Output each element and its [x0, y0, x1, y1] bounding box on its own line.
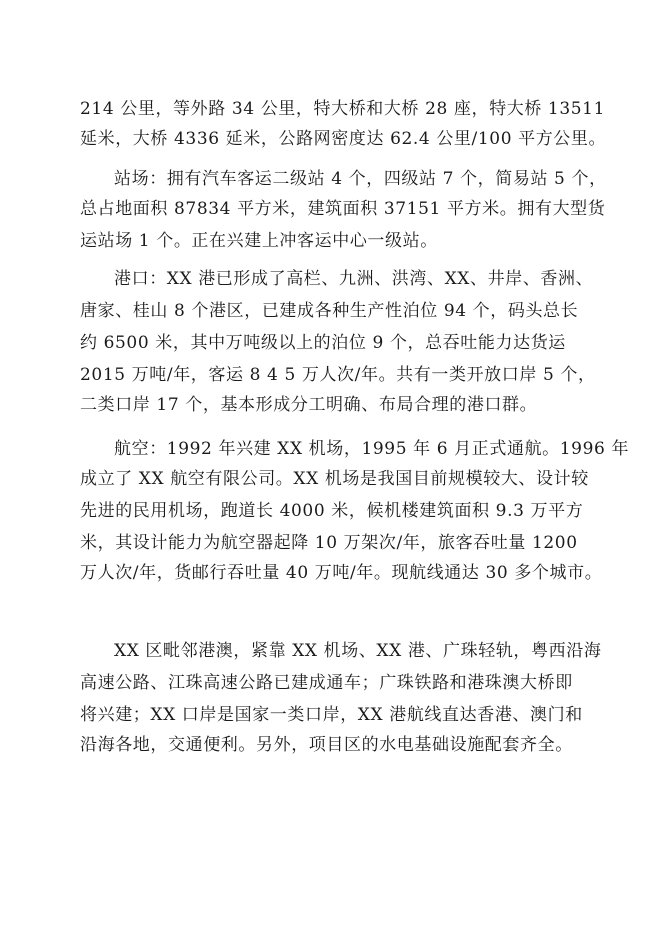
ports-line-1: 港口：XX 港已形成了高栏、九洲、洪湾、XX、井岸、香洲、 [114, 269, 594, 289]
aviation-line-3: 先进的民用机场，跑道长 4000 米，候机楼建筑面积 9.3 万平方 [80, 501, 584, 521]
aviation-line-5: 万人次/年，货邮行吞吐量 40 万吨/年。现航线通达 30 多个城市。 [80, 563, 603, 583]
aviation-line-1: 航空：1992 年兴建 XX 机场，1995 年 6 月正式通航。1996 年 [114, 439, 630, 459]
stations-line-2: 总占地面积 87834 平方米，建筑面积 37151 平方米。拥有大型货 [80, 199, 606, 219]
highway-line-2: 延米，大桥 4336 延米，公路网密度达 62.4 公里/100 平方公里。 [80, 129, 607, 149]
ports-line-5: 二类口岸 17 个，基本形成分工明确、布局合理的港口群。 [80, 395, 538, 415]
aviation-line-2: 成立了 XX 航空有限公司。XX 机场是我国目前规模较大、设计较 [80, 469, 589, 489]
ports-line-2: 唐家、桂山 8 个港区，已建成各种生产性泊位 94 个，码头总长 [80, 301, 579, 321]
ports-line-4: 2015 万吨/年，客运 8 4 5 万人次/年。共有一类开放口岸 5 个， [80, 365, 596, 385]
highway-line-1: 214 公里，等外路 34 公里，特大桥和大桥 28 座，特大桥 13511 [80, 99, 606, 119]
district-line-4: 沿海各地，交通便利。另外，项目区的水电基础设施配套齐全。 [80, 735, 573, 755]
aviation-line-4: 米，其设计能力为航空器起降 10 万架次/年，旅客吞吐量 1200 [80, 533, 578, 553]
district-line-3: 将兴建；XX 口岸是国家一类口岸，XX 港航线直达香港、澳门和 [80, 705, 583, 725]
district-line-1: XX 区毗邻港澳，紧靠 XX 机场、XX 港、广珠轻轨，粤西沿海 [114, 641, 602, 661]
ports-line-3: 约 6500 米，其中万吨级以上的泊位 9 个，总吞吐能力达货运 [80, 333, 566, 353]
stations-line-1: 站场：拥有汽车客运二级站 4 个，四级站 7 个，简易站 5 个， [114, 169, 607, 189]
stations-line-3: 运站场 1 个。正在兴建上冲客运中心一级站。 [80, 231, 438, 251]
district-line-2: 高速公路、江珠高速公路已建成通车；广珠铁路和港珠澳大桥即 [80, 673, 573, 693]
